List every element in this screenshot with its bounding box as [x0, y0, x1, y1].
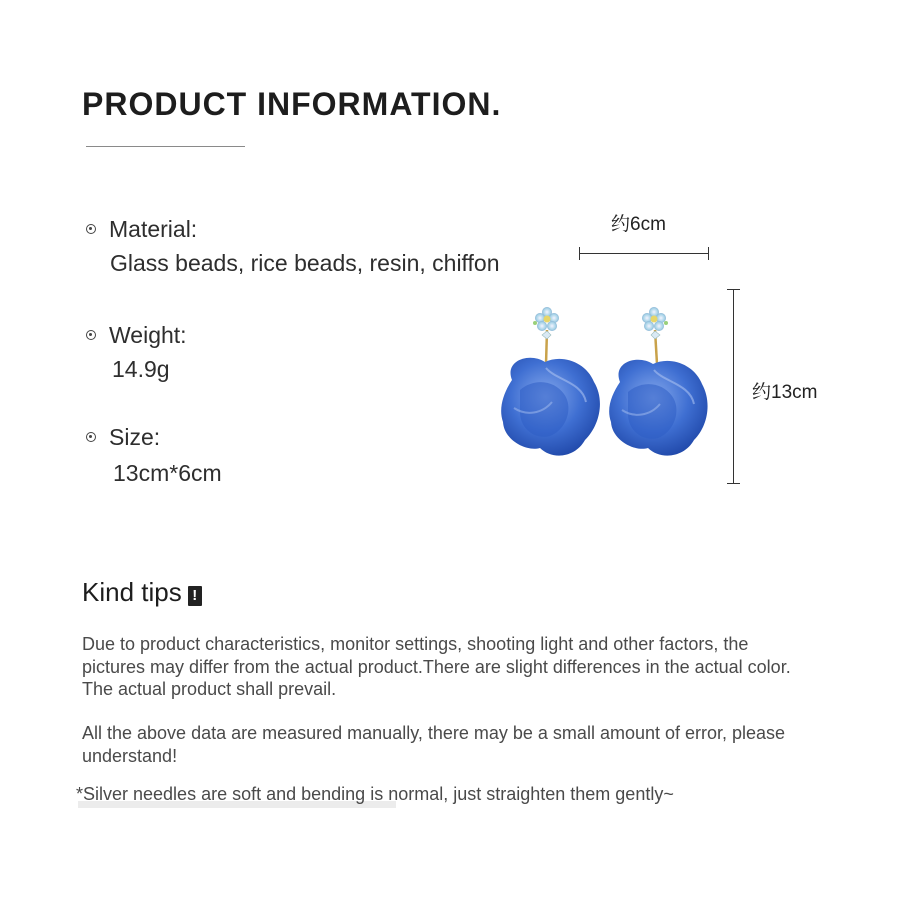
width-dimension-label: 约6cm	[611, 214, 666, 235]
earring-right	[609, 307, 707, 456]
tips-paragraph-1: Due to product characteristics, monitor settings, shooting light and other factors, the pictures may differ from the actual product.There are slight differences in the actual color. The actual product shall prevail.	[82, 634, 791, 699]
bullet-icon	[86, 432, 96, 442]
height-dimension-line	[733, 289, 734, 483]
height-dimension-tick	[727, 289, 740, 290]
spec-label: Material:	[109, 216, 198, 242]
title-divider	[86, 146, 245, 147]
tips-paragraph-2: All the above data are measured manually, there may be a small amount of error, please understand!	[82, 723, 786, 766]
silver-needle-note: *Silver needles are soft and bending is normal, just straighten them gently~	[76, 784, 674, 804]
spec-label: Weight:	[109, 322, 187, 348]
height-dimension-tick	[727, 483, 740, 484]
spec-value: 13cm*6cm	[113, 460, 222, 486]
height-dimension-label: 约13cm	[752, 382, 818, 403]
bullet-icon	[86, 330, 96, 340]
width-dimension-tick	[708, 247, 709, 260]
kind-tips-title: Kind tips	[82, 577, 182, 607]
width-dimension-tick	[579, 247, 580, 260]
page-title: PRODUCT INFORMATION.	[82, 86, 502, 122]
product-image	[490, 290, 720, 470]
width-dimension-line	[579, 253, 709, 254]
spec-label: Size:	[109, 424, 161, 450]
spec-value: 14.9g	[112, 356, 170, 382]
kind-tips-heading	[82, 577, 202, 608]
bullet-icon	[86, 224, 96, 234]
exclamation-icon: !	[188, 586, 202, 606]
spec-value: Glass beads, rice beads, resin, chiffon	[110, 250, 500, 276]
earring-left	[501, 307, 600, 456]
